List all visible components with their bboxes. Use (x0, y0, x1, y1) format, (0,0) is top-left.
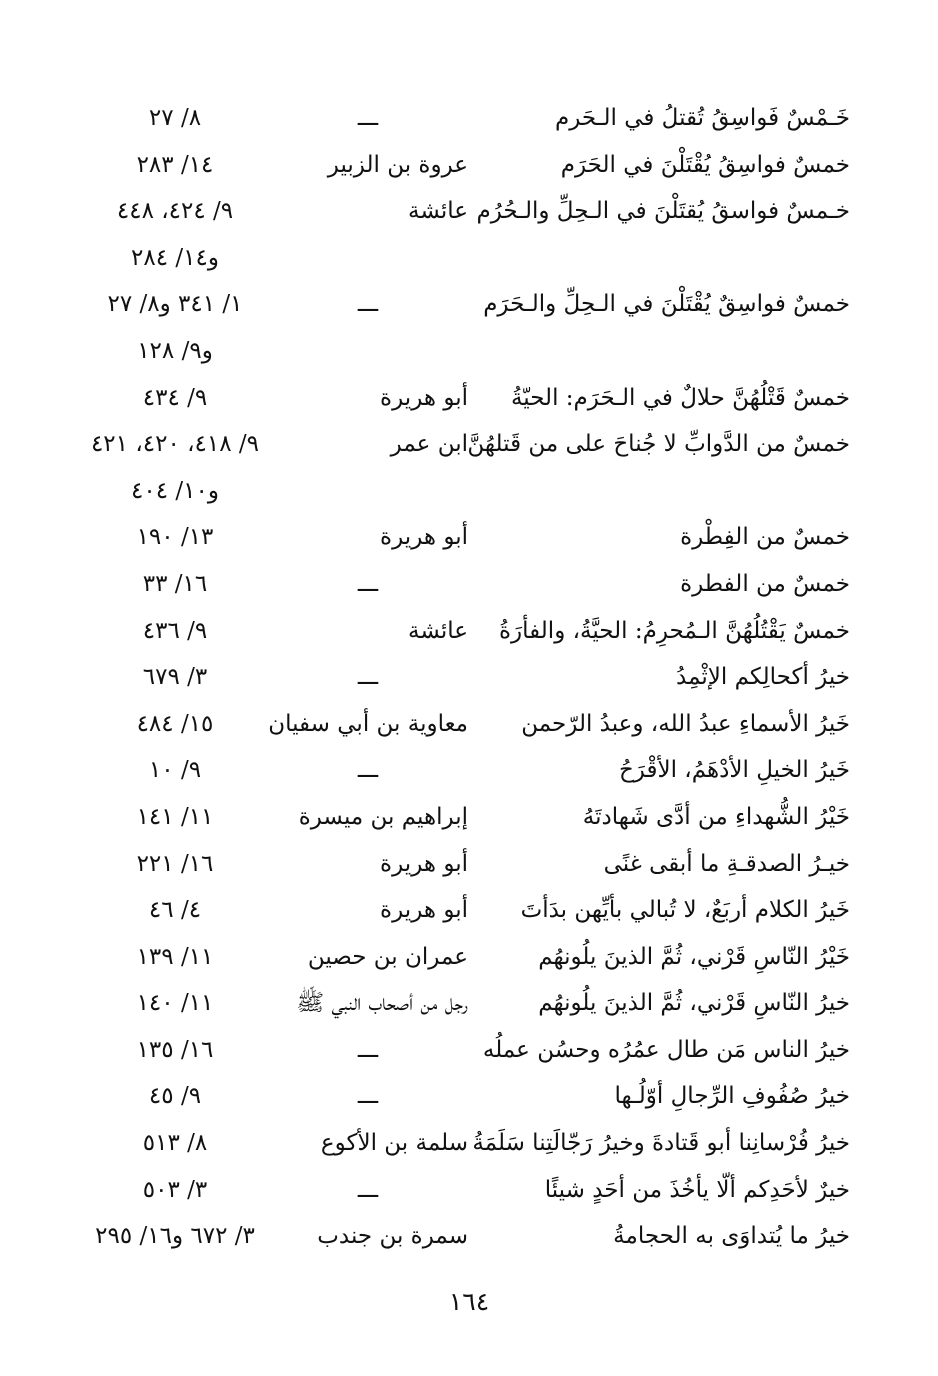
narrator: أبو هريرة (380, 897, 468, 924)
index-row (0, 514, 938, 561)
index-row (0, 934, 938, 981)
volume-page-reference: ٩/ ٤٥ (148, 1083, 202, 1110)
index-row (0, 328, 938, 375)
narrator: إبراهيم بن ميسرة (298, 803, 468, 830)
index-row (0, 142, 938, 189)
hadith-text: خَيْرُ النّاسِ قَرْني، ثُمَّ الذينَ يلُونهُم (538, 943, 850, 970)
index-row (0, 188, 938, 235)
volume-page-reference: ٤/ ٤٦ (148, 897, 202, 924)
volume-page-reference: ٩/ ٤٣٦ (142, 617, 208, 644)
volume-page-reference: ٣/ ٦٧٩ (142, 664, 208, 691)
narrator: ابن عمر (390, 431, 468, 458)
hadith-text: خيرُ صُفُوفِ الرِّجالِ أوّلُـها (614, 1083, 850, 1110)
index-row (0, 421, 938, 468)
hadith-text: خيرُ ما يُتداوَى به الحجامةُ (613, 1223, 850, 1250)
narrator: سمرة بن جندب (317, 1223, 468, 1250)
volume-page-reference: ١/ ٣٤١ و٨/ ٢٧ (107, 291, 243, 318)
hadith-text: خمسٌ يَقْتُلُهُنَّ الـمُحرِمُ: الحيَّةُ، والفأرَةُ (499, 617, 850, 644)
narrator: ـــ (357, 570, 379, 597)
hadith-text: خيـرُ الصدقـةِ ما أبقى غنًى (603, 850, 850, 877)
volume-page-reference: ١٦/ ١٣٥ (136, 1036, 214, 1063)
hadith-text: خيرٌ لأحَدِكم ألّا يأخُذَ من أحَدٍ شيئًا (544, 1176, 850, 1203)
index-row (0, 95, 938, 142)
volume-page-reference: و٩/ ١٢٨ (137, 337, 213, 364)
volume-page-reference: ٣/ ٦٧٢ و١٦/ ٢٩٥ (95, 1223, 255, 1250)
volume-page-reference: ١٥/ ٤٨٤ (136, 710, 214, 737)
hadith-index-table (0, 95, 938, 1260)
narrator: عائشة (408, 617, 468, 644)
narrator: أبو هريرة (380, 850, 468, 877)
index-row (0, 1167, 938, 1214)
index-row (0, 980, 938, 1027)
volume-page-reference: ٩/ ٤٣٤ (142, 384, 208, 411)
hadith-text: خَيْرُ الشُّهداءِ من أدَّى شَهادتَهُ (582, 803, 850, 830)
index-row (0, 1073, 938, 1120)
narrator: أبو هريرة (380, 384, 468, 411)
narrator (258, 328, 468, 375)
index-row (0, 1213, 938, 1260)
volume-page-reference: ٨/ ٥١٣ (142, 1130, 208, 1157)
hadith-text: خـمسٌ فواسقُ يُقتَلْنَ في الـحِلِّ والـحُرُم (476, 198, 850, 225)
volume-page-reference: ١١/ ١٤٠ (136, 990, 214, 1017)
index-row (0, 468, 938, 515)
volume-page-reference: و١٤/ ٢٨٤ (131, 244, 219, 271)
volume-page-reference: ٩/ ٤٢٤، ٤٤٨ (116, 198, 234, 225)
hadith-text: خَـمْسٌ فَواسِقُ تُقتلُ في الـحَرم (554, 105, 850, 131)
hadith-text: خيرُ الناس مَن طال عمُرُه وحسُن عملُه (482, 1036, 850, 1063)
volume-page-reference: ٩/ ١٠ (148, 757, 202, 784)
hadith-text (430, 235, 850, 282)
volume-page-reference: ١١/ ١٣٩ (136, 943, 214, 970)
narrator: رجل من أصحاب النبي ﷺ (296, 990, 468, 1017)
index-row (0, 701, 938, 748)
volume-page-reference: ٨/ ٢٧ (148, 105, 202, 131)
volume-page-reference: ٩/ ٤١٨، ٤٢٠، ٤٢١ (90, 431, 260, 458)
index-row (0, 654, 938, 701)
narrator: عائشة (408, 198, 468, 225)
volume-page-reference: ١٤/ ٢٨٣ (136, 151, 214, 178)
hadith-text (430, 328, 850, 375)
narrator (258, 468, 468, 515)
index-row (0, 1120, 938, 1167)
narrator: عروة بن الزبير (327, 151, 468, 178)
narrator: ـــ (357, 664, 379, 691)
narrator: عمران بن حصين (307, 943, 468, 970)
hadith-text: خيرُ أكحالِكم الإثْمِدُ (676, 664, 850, 691)
index-row (0, 235, 938, 282)
volume-page-reference: ١١/ ١٤١ (136, 803, 214, 830)
volume-page-reference: ١٦/ ٢٢١ (136, 850, 214, 877)
narrator: سلمة بن الأكوع (320, 1130, 468, 1157)
narrator: ـــ (357, 1083, 379, 1110)
index-row (0, 841, 938, 888)
page-number: ١٦٤ (448, 1287, 490, 1316)
index-row (0, 1027, 938, 1074)
index-row (0, 281, 938, 328)
index-row (0, 561, 938, 608)
narrator (258, 235, 468, 282)
hadith-text: خيرُ فُرْسانِنا أبو قَتادةَ وخيرُ رَجّالَتِنا سَلَمَةُ (472, 1130, 850, 1157)
volume-page-reference: ١٣/ ١٩٠ (136, 524, 214, 551)
index-row (0, 608, 938, 655)
index-row (0, 747, 938, 794)
hadith-text: خمسٌ من الفطرة (680, 570, 850, 597)
narrator: ـــ (357, 105, 379, 131)
hadith-text: خمسٌ فواسِقُ يُقْتَلْنَ في الحَرَم (560, 151, 850, 178)
hadith-text: خَيرُ الكلام أربَعٌ، لا تُبالي بأيِّهن بدَأتَ (520, 897, 850, 924)
hadith-text: خمسٌ فواسِقٌ يُقْتَلْنَ في الـحِلِّ والـحَرَم (483, 291, 850, 318)
hadith-text: خَيرُ الخيلِ الأدْهَمُ، الأقْرَحُ (618, 757, 850, 784)
index-row (0, 794, 938, 841)
narrator: ـــ (357, 757, 379, 784)
hadith-text: خمسٌ قَتْلُهُنَّ حلالٌ في الـحَرَم: الحيّةُ (510, 384, 850, 411)
hadith-text: خمسٌ من الدَّوابِّ لا جُناحَ على من قَتلهُنَّ (467, 431, 850, 458)
volume-page-reference: ١٦/ ٣٣ (142, 570, 208, 597)
hadith-text: خمسٌ من الفِطْرة (680, 524, 850, 551)
volume-page-reference: و١٠/ ٤٠٤ (131, 477, 219, 504)
hadith-text: خَيرُ الأسماءِ عبدُ الله، وعبدُ الرّحمن (521, 710, 850, 737)
narrator: أبو هريرة (380, 524, 468, 551)
narrator: ـــ (357, 1036, 379, 1063)
index-row (0, 375, 938, 422)
index-row (0, 887, 938, 934)
hadith-text (430, 468, 850, 515)
narrator: ـــ (357, 1176, 379, 1203)
narrator: ـــ (357, 291, 379, 318)
hadith-text: خيرُ النّاسِ قَرْني، ثُمَّ الذينَ يلُونهُم (538, 990, 850, 1017)
narrator: معاوية بن أبي سفيان (268, 710, 468, 737)
volume-page-reference: ٣/ ٥٠٣ (142, 1176, 208, 1203)
